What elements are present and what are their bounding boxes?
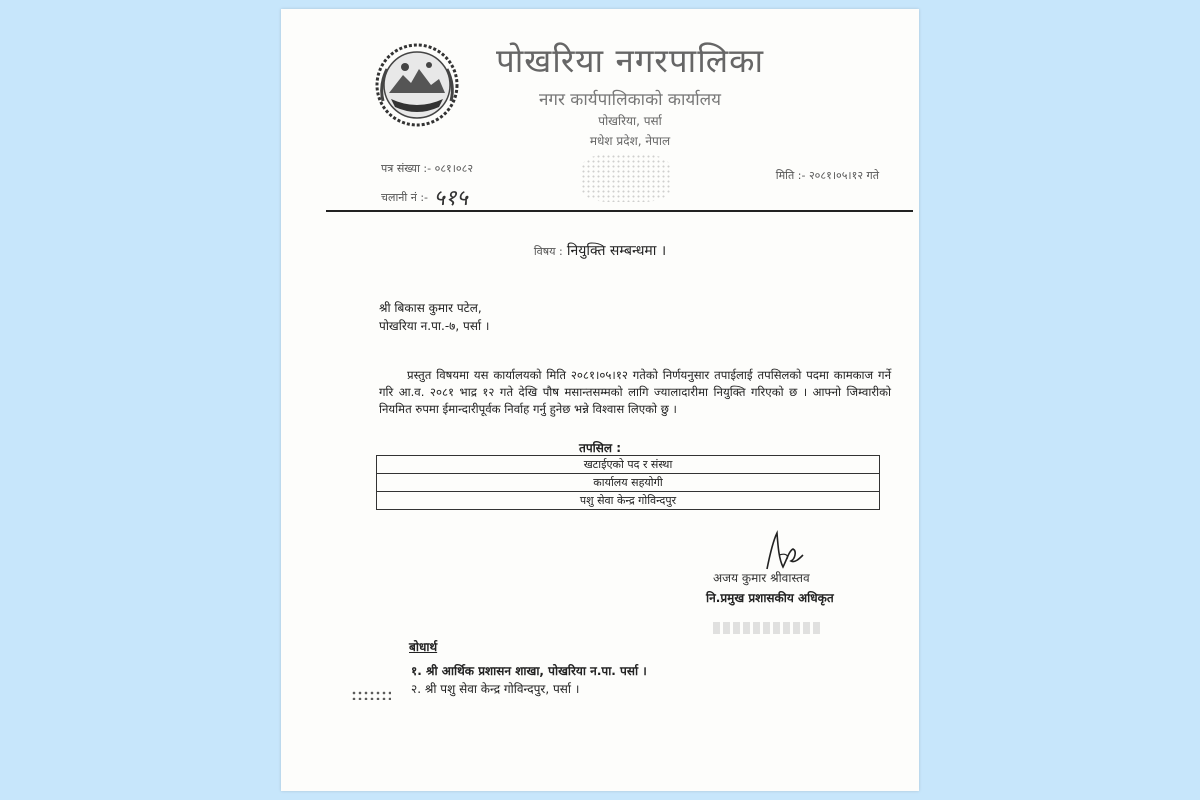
cc-item: २. श्री पशु सेवा केन्द्र गोविन्दपुर, पर्सा । (411, 682, 580, 696)
table-row (377, 474, 880, 492)
signatory-designation: नि.प्रमुख प्रशासकीय अधिकृत (706, 591, 834, 605)
table-cell: खटाईएको पद र संस्था (377, 456, 880, 474)
subject-line (281, 241, 919, 260)
letter-date (776, 168, 879, 183)
table-cell: पशु सेवा केन्द्र गोविन्दपुर (377, 492, 880, 510)
subject-label: विषय : (533, 245, 563, 258)
recipient-name: श्री बिकास कुमार पटेल, (379, 301, 482, 315)
letter-page (281, 9, 919, 791)
subject-text: नियुक्ति सम्बन्धमा । (566, 243, 667, 259)
ink-smudge (351, 690, 391, 700)
tapsil-table (376, 455, 880, 510)
cc-heading: बोधार्थ (409, 640, 438, 654)
tapsil-heading: तपसिल : (579, 441, 621, 455)
chalani-label: चलानी नं :- (381, 191, 429, 204)
signatory-name: अजय कुमार श्रीवास्तव (713, 571, 810, 585)
office-name: नगर कार्यपालिकाको कार्यालय (538, 90, 722, 110)
patra-sankhya-label: पत्र संख्या :- (381, 162, 432, 175)
org-name: पोखरिया नगरपालिका (496, 41, 764, 80)
address-line-1: पोखरिया, पर्सा (598, 114, 662, 128)
table-row (377, 456, 880, 474)
date-label: मिति :- (775, 169, 806, 182)
table-cell: कार्यालय सहयोगी (377, 474, 880, 492)
date-value: २०८१।०५।१२ गते (808, 169, 879, 182)
address-line-2: मधेश प्रदेश, नेपाल (589, 134, 671, 148)
patra-sankhya (381, 161, 473, 176)
cc-item: १. श्री आर्थिक प्रशासन शाखा, पोखरिया न.पा. पर्सा । (411, 664, 647, 678)
header-divider (326, 210, 913, 212)
recipient-address: पोखरिया न.पा.-७, पर्सा । (379, 319, 490, 333)
office-stamp (581, 154, 671, 202)
faded-stamp-text (713, 622, 823, 634)
body-paragraph: प्रस्तुत विषयमा यस कार्यालयको मिति २०८१।०५।१२ गतेको निर्णयनुसार तपाईलाई तपसिलको पदमा कामकाज गर्ने गरि आ.व. २०८१ भाद्र १२ गते देखि पौष मसान्तसम्मको लागि ज्यालादारीमा नियुक्ति गरिएको छ । आफ्नो जिम्वारीको नियमित रुपमा ईमान्दारीपूर्वक निर्वाह गर्नु हुनेछ भन्ने विश्वास लिएको छु । (379, 368, 891, 416)
patra-sankhya-value: ०८१।०८२ (434, 162, 474, 175)
chalani-value: ५१५ (433, 186, 468, 211)
table-row (377, 492, 880, 510)
chalani-number (381, 178, 468, 211)
